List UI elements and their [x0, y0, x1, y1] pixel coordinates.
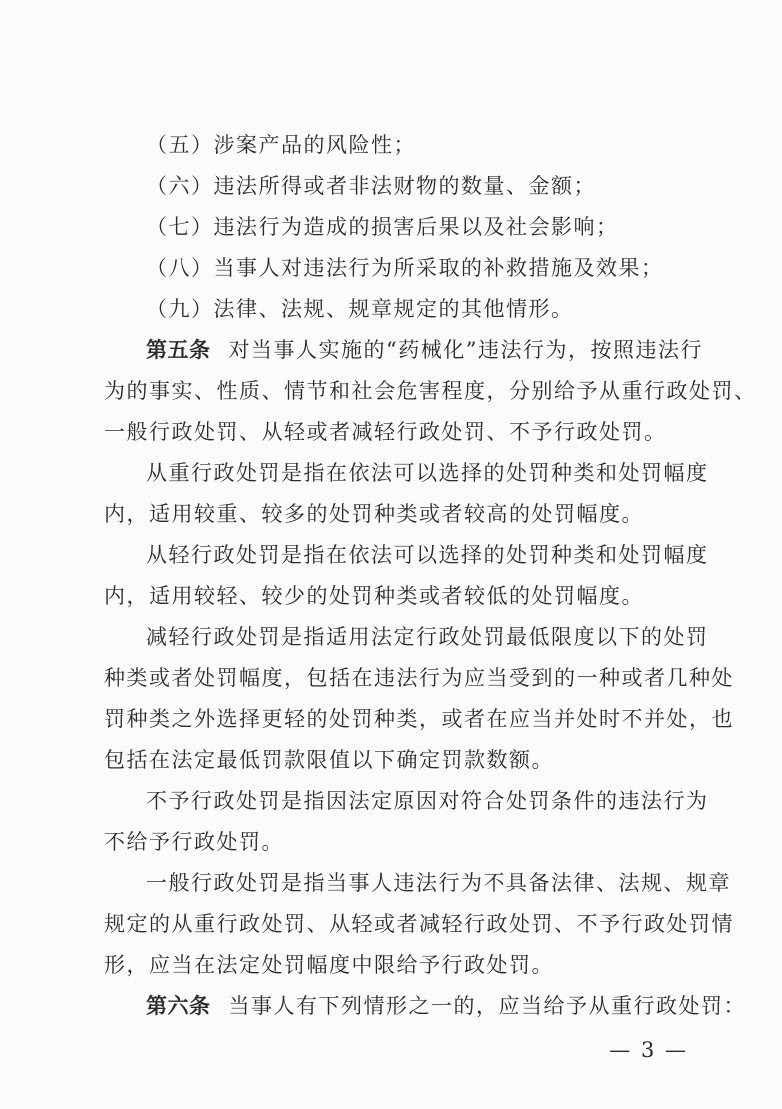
page-number: — 3 — — [609, 1038, 688, 1062]
list-item: （六）违法所得或者非法财物的数量、金额； — [146, 174, 596, 198]
paragraph-line: 罚种类之外选择更轻的处罚种类，或者在应当并处时不并处，也 — [104, 707, 734, 731]
article-5-line: 为的事实、性质、情节和社会危害程度，分别给予从重行政处罚、 — [104, 379, 757, 403]
paragraph-line: 包括在法定最低罚款限值以下确定罚款数额。 — [104, 748, 554, 772]
paragraph-line: 规定的从重行政处罚、从轻或者减轻行政处罚、不予行政处罚情 — [104, 912, 734, 936]
paragraph-line: 一般行政处罚是指当事人违法行为不具备法律、法规、规章 — [146, 871, 731, 895]
article-6-text: 当事人有下列情形之一的，应当给予从重行政处罚： — [228, 994, 746, 1018]
article-5-label: 第五条 — [146, 338, 211, 362]
paragraph-heavier-penalty — [104, 460, 709, 528]
paragraph-line: 种类或者处罚幅度，包括在违法行为应当受到的一种或者几种处 — [104, 666, 734, 690]
list-item: （八）当事人对违法行为所采取的补救措施及效果； — [146, 256, 664, 280]
paragraph-line: 不予行政处罚是指因法定原因对符合处罚条件的违法行为 — [146, 789, 709, 813]
paragraph-line: 内，适用较轻、较少的处罚种类或者较低的处罚幅度。 — [104, 584, 644, 608]
article-5-line: 一般行政处罚、从轻或者减轻行政处罚、不予行政处罚。 — [104, 420, 667, 444]
paragraph-mitigated-penalty — [104, 624, 734, 774]
article-5-text: 对当事人实施的“药械化”违法行为，按照违法行 — [228, 338, 703, 362]
article-5 — [104, 337, 757, 446]
paragraph-general-penalty — [104, 870, 734, 979]
paragraph-line: 不给予行政处罚。 — [104, 830, 284, 854]
paragraph-line: 形，应当在法定处罚幅度中限给予行政处罚。 — [104, 953, 554, 977]
paragraph-line: 内，适用较重、较多的处罚种类或者较高的处罚幅度。 — [104, 502, 644, 526]
paragraph-line: 减轻行政处罚是指适用法定行政处罚最低限度以下的处罚 — [146, 625, 709, 649]
paragraph-line: 从重行政处罚是指在依法可以选择的处罚种类和处罚幅度 — [146, 461, 709, 485]
paragraph-line: 从轻行政处罚是指在依法可以选择的处罚种类和处罚幅度 — [146, 543, 709, 567]
list-item: （九）法律、法规、规章规定的其他情形。 — [146, 297, 574, 321]
paragraph-lighter-penalty — [104, 542, 709, 610]
list-item: （七）违法行为造成的损害后果以及社会影响； — [146, 215, 619, 239]
article-5-first-line — [104, 337, 703, 364]
paragraph-no-penalty — [104, 788, 709, 856]
document-body — [104, 132, 757, 1034]
list-item: （五）涉案产品的风险性； — [146, 133, 416, 157]
article-6-label: 第六条 — [146, 994, 211, 1018]
article-6 — [104, 993, 746, 1020]
